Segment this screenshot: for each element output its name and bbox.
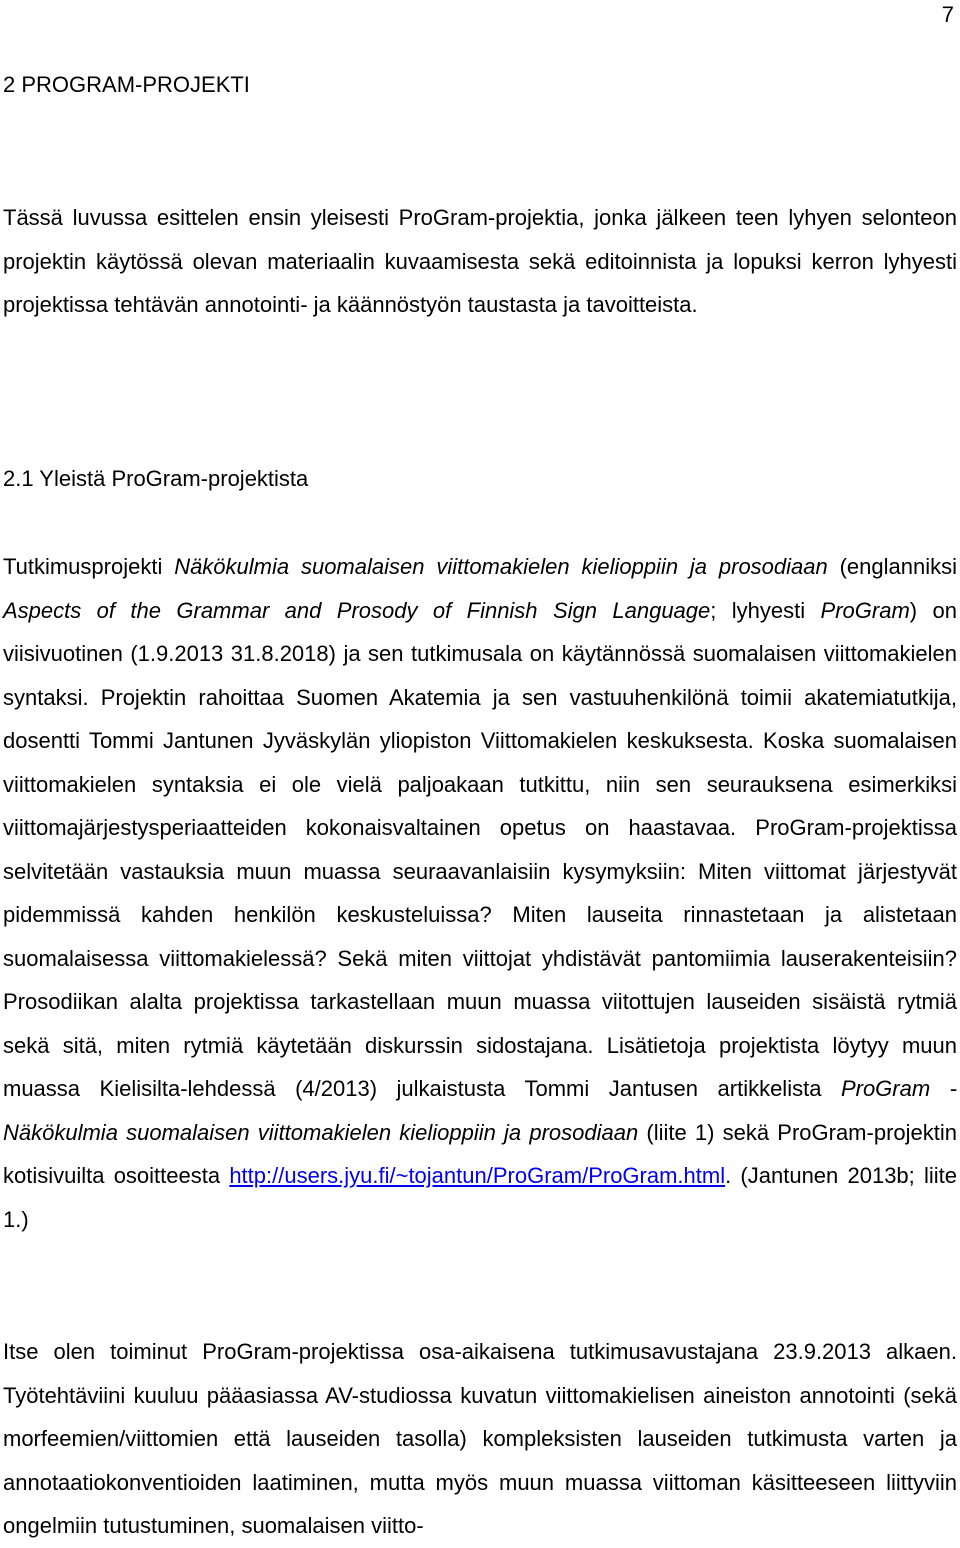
italic-project-title-en: Aspects of the Grammar and Prosody of Finnish Sign Language xyxy=(3,597,711,623)
text-run: (englanniksi xyxy=(827,554,957,579)
italic-program-abbrev: ProGram xyxy=(820,597,910,623)
program-homepage-link[interactable]: http://users.jyu.fi/~tojantun/ProGram/ProGram.html xyxy=(229,1163,726,1188)
text-run: (liite 1) sekä ProGram-projektin kotisivuilta osoitteesta xyxy=(3,1119,957,1188)
chapter-heading: 2 PROGRAM-PROJEKTI xyxy=(3,72,250,97)
section-heading: 2.1 Yleistä ProGram-projektista xyxy=(3,466,309,491)
text-run: ; lyhyesti xyxy=(710,597,821,623)
section-paragraph-2: Itse olen toiminut ProGram-projektissa osa-aikaisena tutkimusavustajana 23.9.2013 alkaen. Työtehtäviini kuuluu pääasiassa AV-studiossa kuvatun viittomakielisen aineiston annotointi (sekä morfeemien/viittomien että lauseiden tasolla) kompleksisten lauseiden tutkimusta varten ja annotaatiokonventioiden laatiminen, mutta myös muun muassa viittoman käsitteeseen liittyviin ongelmiin tutustuminen, suomalaisen viitto- xyxy=(3,1339,957,1538)
text-run: . (Jantunen 2013b; liite 1.) xyxy=(3,1163,957,1232)
text-run: ) on viisivuotinen (1.9.2013 31.8.2018) ja sen tutkimusala on käytännössä suomalaisen viittomakielen syntaksi. Projektin rahoittaa Suomen Akatemia ja sen vastuuhenkilönä toimii akatemiatutkija, dosentti Tommi Jantunen Jyväskylän yliopiston Viittomakielen keskuksesta. Koska suomalaisen viittomakielen syntaksia ei ole vielä paljoakaan tutkittu, niin sen seurauksena esimerkiksi viittomajärjestysperiaatteiden kokonaisvaltainen opetus on haastavaa. ProGram-projektissa selvitetään vastauksia muun muassa seuraavanlaisiin kysymyksiin: Miten viittomat järjestyvät pidemmissä kahden henkilön keskusteluissa? Miten lauseita rinnastetaan ja alistetaan suomalaisessa viittomakielessä? Sekä miten viittojat yhdistävät pantomiimia lauserakenteisiin? Prosodiikan alalta projektissa tarkastellaan muun muassa viitottujen lauseiden sisäistä rytmiä sekä sitä, miten rytmiä käytetään diskurssin sidostajana. Lisätietoja projektista löytyy muun muassa Kielisilta-lehdessä (4/2013) julkaistusta Tommi Jantusen artikkelista xyxy=(3,597,957,1101)
page-number: 7 xyxy=(941,2,954,27)
text-run: Tutkimusprojekti xyxy=(3,554,175,579)
chapter-intro-paragraph: Tässä luvussa esittelen ensin yleisesti ProGram-projektia, jonka jälkeen teen lyhyen selonteon projektin käytössä olevan materiaalin kuvaamisesta sekä editoinnista ja lopuksi kerron lyhyesti projektissa tehtävän annotointi- ja käännöstyön taustasta ja tavoitteista. xyxy=(3,205,957,317)
italic-article-title: ProGram - Näkökulmia suomalaisen viittomakielen kielioppiin ja prosodiaan xyxy=(3,1076,957,1145)
italic-project-title-fi: Näkökulmia suomalaisen viittomakielen kielioppiin ja prosodiaan xyxy=(174,554,828,579)
section-paragraph-1 xyxy=(3,545,957,1241)
